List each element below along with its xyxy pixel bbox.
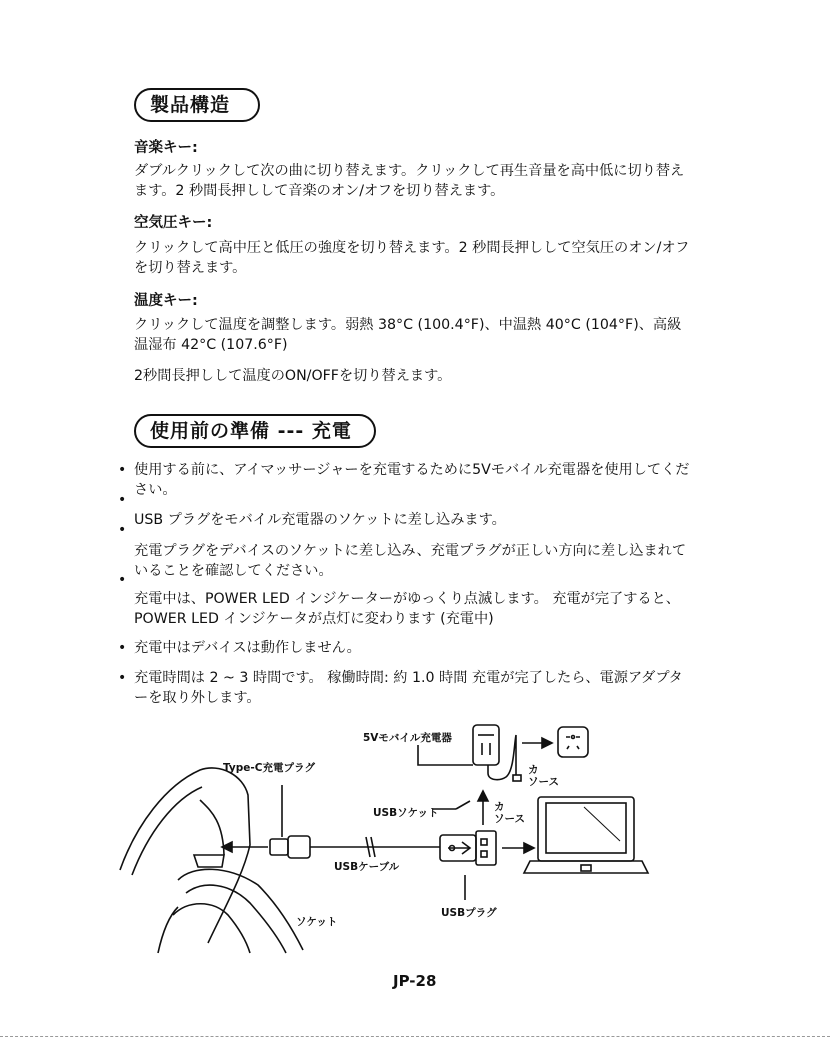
music-key-heading: 音楽キー: [134,140,198,156]
temp-key-text-2: 2秒間長押しして温度のON/OFFを切り替えます。 [134,368,452,384]
section-title-charging: 使用前の準備 --- 充電 [134,414,376,448]
label-usb-socket: USBソケット [373,807,439,819]
label-usb-cable: USBケーブル [334,861,400,873]
page-edge-divider [0,1036,830,1037]
section-title-structure: 製品構造 [134,88,260,122]
charging-bullet-5: 充電中はデバイスは動作しません。 [134,640,361,656]
page-number: JP-28 [393,972,437,990]
bullet-dot: • [118,572,127,588]
charging-bullet-3: 充電プラグをデバイスのソケットに差し込み、充電プラグが正しい方向に差し込まれていることを確認してください。 [134,543,687,579]
air-key-heading: 空気圧キー: [134,215,213,231]
temp-key-text: クリックして温度を調整します。弱熱 38°C (100.4°F)、中温熱 40°C (104°F)、高級温湿布 42°C (107.6°F) [134,317,682,353]
label-usb-plug: USBプラグ [441,907,497,919]
bullet-dot: • [118,522,127,538]
wall-outlet-illustration [558,727,588,757]
charging-bullet-6: 充電時間は 2 ~ 3 時間です。 稼働時間: 約 1.0 時間 充電が完了したら、電源アダプターを取り外します。 [134,670,683,706]
eye-massager-illustration [120,768,303,953]
music-key-text: ダブルクリックして次の曲に切り替えます。クリックして再生音量を高中低に切り替えます。2 秒間長押しして音楽のオン/オフを切り替えます。 [134,163,685,199]
bullet-dot: • [118,670,127,686]
bullet-dot: • [118,640,127,656]
label-charger: 5Vモバイル充電器 [363,732,452,744]
label-socket: ソケット [296,916,338,928]
label-power-source-2: カ ソース [494,801,525,825]
air-key-text: クリックして高中圧と低圧の強度を切り替えます。2 秒間長押しして空気圧のオン/オフを切り替えます。 [134,240,690,276]
charging-diagram [118,715,708,955]
charging-bullet-4: 充電中は、POWER LED インジケーターがゆっくり点滅します。 充電が完了すると、POWER LED インジケータが点灯に変わります (充電中) [134,591,680,627]
charging-bullet-2: USB プラグをモバイル充電器のソケットに差し込みます。 [134,512,506,528]
label-type-c: Type-C充電プラグ [223,762,315,774]
charging-bullet-1: 使用する前に、アイマッサージャーを充電するために5Vモバイル充電器を使用してください。 [134,462,690,498]
bullet-dot: • [118,462,127,478]
label-power-source-1: カ ソース [528,764,559,788]
bullet-dot: • [118,492,127,508]
temp-key-heading: 温度キー: [134,293,198,309]
laptop-illustration [524,797,648,873]
